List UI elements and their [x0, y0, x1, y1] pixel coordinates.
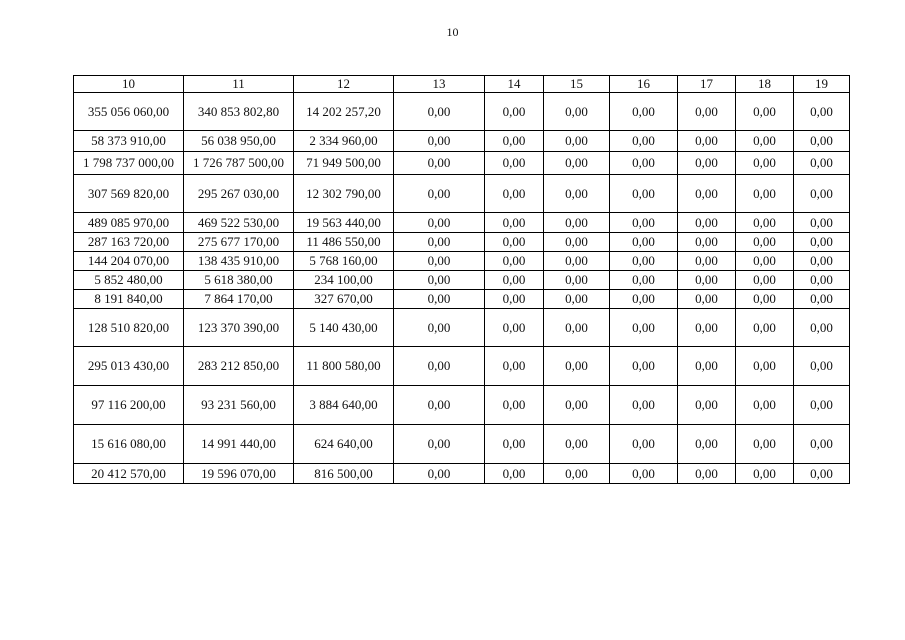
- table-cell: 0,00: [678, 175, 736, 213]
- table-cell: 0,00: [794, 347, 850, 386]
- table-cell: 287 163 720,00: [74, 233, 184, 252]
- column-header: 16: [610, 76, 678, 93]
- table-cell: 11 800 580,00: [294, 347, 394, 386]
- table-cell: 327 670,00: [294, 290, 394, 309]
- table-cell: 93 231 560,00: [184, 386, 294, 425]
- table-cell: 0,00: [610, 213, 678, 233]
- table-row: [74, 93, 850, 131]
- table-cell: 0,00: [544, 213, 610, 233]
- table-cell: 71 949 500,00: [294, 152, 394, 175]
- table-cell: 5 618 380,00: [184, 271, 294, 290]
- table-row: [74, 425, 850, 464]
- table-cell: 1 726 787 500,00: [184, 152, 294, 175]
- page-number: 10: [446, 25, 459, 39]
- table-cell: 0,00: [736, 386, 794, 425]
- table-cell: 0,00: [736, 233, 794, 252]
- table-cell: 0,00: [485, 252, 544, 271]
- table-cell: 0,00: [485, 290, 544, 309]
- table-cell: 8 191 840,00: [74, 290, 184, 309]
- table-cell: 56 038 950,00: [184, 131, 294, 152]
- table-cell: 0,00: [794, 213, 850, 233]
- column-header: 11: [184, 76, 294, 93]
- data-table: [73, 75, 850, 484]
- table-cell: 0,00: [394, 175, 485, 213]
- table-row: [74, 290, 850, 309]
- table-row: [74, 213, 850, 233]
- table-cell: 0,00: [736, 252, 794, 271]
- table-cell: 0,00: [678, 425, 736, 464]
- table-cell: 0,00: [794, 175, 850, 213]
- table-cell: 283 212 850,00: [184, 347, 294, 386]
- table-cell: 0,00: [678, 152, 736, 175]
- table-cell: 0,00: [610, 347, 678, 386]
- table-cell: 469 522 530,00: [184, 213, 294, 233]
- table-cell: 0,00: [610, 290, 678, 309]
- table-cell: 0,00: [485, 347, 544, 386]
- table-cell: 0,00: [485, 131, 544, 152]
- table-cell: 0,00: [394, 425, 485, 464]
- table-cell: 0,00: [610, 93, 678, 131]
- column-header: 13: [394, 76, 485, 93]
- table-cell: 0,00: [394, 386, 485, 425]
- table-cell: 0,00: [394, 131, 485, 152]
- table-cell: 7 864 170,00: [184, 290, 294, 309]
- table-cell: 0,00: [794, 271, 850, 290]
- table-cell: 0,00: [544, 425, 610, 464]
- column-header: 12: [294, 76, 394, 93]
- table-cell: 1 798 737 000,00: [74, 152, 184, 175]
- table-cell: 0,00: [544, 309, 610, 347]
- table-cell: 0,00: [485, 386, 544, 425]
- table-cell: 624 640,00: [294, 425, 394, 464]
- table-cell: 0,00: [394, 213, 485, 233]
- table-cell: 0,00: [678, 290, 736, 309]
- table-cell: 0,00: [610, 233, 678, 252]
- table-cell: 0,00: [544, 175, 610, 213]
- table-cell: 0,00: [678, 131, 736, 152]
- table-cell: 0,00: [736, 175, 794, 213]
- table-cell: 0,00: [485, 425, 544, 464]
- table-cell: 0,00: [394, 252, 485, 271]
- table-cell: 0,00: [610, 175, 678, 213]
- table-row: [74, 131, 850, 152]
- table-cell: 3 884 640,00: [294, 386, 394, 425]
- table-cell: 58 373 910,00: [74, 131, 184, 152]
- table-cell: 0,00: [794, 386, 850, 425]
- table-cell: 0,00: [485, 309, 544, 347]
- table-row: [74, 152, 850, 175]
- table-cell: 0,00: [610, 309, 678, 347]
- table-cell: 0,00: [485, 271, 544, 290]
- table-cell: 14 991 440,00: [184, 425, 294, 464]
- table-cell: 0,00: [678, 233, 736, 252]
- table-cell: 0,00: [794, 464, 850, 484]
- table-cell: 0,00: [544, 271, 610, 290]
- table-cell: 275 677 170,00: [184, 233, 294, 252]
- table-cell: 0,00: [678, 213, 736, 233]
- table-cell: 0,00: [736, 347, 794, 386]
- table-row: [74, 175, 850, 213]
- table-cell: 0,00: [736, 464, 794, 484]
- table-cell: 0,00: [610, 131, 678, 152]
- table-cell: 0,00: [678, 386, 736, 425]
- table-cell: 0,00: [678, 271, 736, 290]
- table-cell: 0,00: [394, 152, 485, 175]
- table-cell: 0,00: [610, 152, 678, 175]
- table-cell: 0,00: [736, 290, 794, 309]
- table-body: [74, 93, 850, 484]
- table-row: [74, 347, 850, 386]
- table-cell: 0,00: [610, 464, 678, 484]
- table-cell: 0,00: [678, 309, 736, 347]
- table-cell: 355 056 060,00: [74, 93, 184, 131]
- table-cell: 0,00: [678, 464, 736, 484]
- table-cell: 15 616 080,00: [74, 425, 184, 464]
- table-cell: 20 412 570,00: [74, 464, 184, 484]
- table-cell: 0,00: [794, 290, 850, 309]
- table-row: [74, 464, 850, 484]
- table-cell: 307 569 820,00: [74, 175, 184, 213]
- table-cell: 0,00: [794, 309, 850, 347]
- table-cell: 0,00: [736, 309, 794, 347]
- table-cell: 12 302 790,00: [294, 175, 394, 213]
- table-cell: 97 116 200,00: [74, 386, 184, 425]
- table-cell: 0,00: [544, 233, 610, 252]
- column-header: 18: [736, 76, 794, 93]
- column-header: 10: [74, 76, 184, 93]
- table-cell: 0,00: [678, 93, 736, 131]
- table-cell: 0,00: [394, 290, 485, 309]
- table-cell: 489 085 970,00: [74, 213, 184, 233]
- table-cell: 0,00: [610, 386, 678, 425]
- table-cell: 0,00: [485, 93, 544, 131]
- table-cell: 0,00: [544, 464, 610, 484]
- column-header: 14: [485, 76, 544, 93]
- table-cell: 0,00: [394, 464, 485, 484]
- table-cell: 138 435 910,00: [184, 252, 294, 271]
- table-cell: 5 852 480,00: [74, 271, 184, 290]
- table-cell: 0,00: [678, 252, 736, 271]
- table-cell: 0,00: [794, 152, 850, 175]
- table-cell: 0,00: [736, 93, 794, 131]
- table-cell: 0,00: [394, 93, 485, 131]
- table-cell: 0,00: [485, 233, 544, 252]
- table-cell: 816 500,00: [294, 464, 394, 484]
- table-cell: 0,00: [794, 252, 850, 271]
- column-header: 19: [794, 76, 850, 93]
- table-row: [74, 386, 850, 425]
- table-cell: 0,00: [544, 347, 610, 386]
- table-cell: 0,00: [544, 386, 610, 425]
- table-cell: 295 267 030,00: [184, 175, 294, 213]
- table-cell: 11 486 550,00: [294, 233, 394, 252]
- table-cell: 0,00: [794, 131, 850, 152]
- table-row: [74, 309, 850, 347]
- table-row: [74, 271, 850, 290]
- table-cell: 0,00: [394, 271, 485, 290]
- table-cell: 0,00: [610, 252, 678, 271]
- table-cell: 128 510 820,00: [74, 309, 184, 347]
- table-cell: 0,00: [544, 93, 610, 131]
- table-cell: 0,00: [736, 152, 794, 175]
- table-cell: 5 768 160,00: [294, 252, 394, 271]
- table-row: [74, 233, 850, 252]
- table-cell: 14 202 257,20: [294, 93, 394, 131]
- table-cell: 5 140 430,00: [294, 309, 394, 347]
- table-cell: 0,00: [485, 464, 544, 484]
- table-cell: 0,00: [736, 131, 794, 152]
- table-cell: 0,00: [485, 175, 544, 213]
- table-row: [74, 252, 850, 271]
- table-cell: 19 563 440,00: [294, 213, 394, 233]
- table-cell: 0,00: [736, 213, 794, 233]
- table-cell: 0,00: [544, 252, 610, 271]
- column-header: 15: [544, 76, 610, 93]
- table-cell: 0,00: [736, 271, 794, 290]
- table-cell: 0,00: [394, 233, 485, 252]
- table-cell: 0,00: [544, 152, 610, 175]
- table-cell: 2 334 960,00: [294, 131, 394, 152]
- table-cell: 123 370 390,00: [184, 309, 294, 347]
- table-cell: 0,00: [794, 425, 850, 464]
- table-cell: 0,00: [544, 290, 610, 309]
- table-cell: 295 013 430,00: [74, 347, 184, 386]
- table-cell: 0,00: [678, 347, 736, 386]
- table-cell: 0,00: [394, 309, 485, 347]
- table-cell: 0,00: [610, 425, 678, 464]
- table-cell: 340 853 802,80: [184, 93, 294, 131]
- column-header: 17: [678, 76, 736, 93]
- table-cell: 19 596 070,00: [184, 464, 294, 484]
- table-cell: 0,00: [394, 347, 485, 386]
- table-cell: 0,00: [485, 213, 544, 233]
- table-cell: 0,00: [794, 233, 850, 252]
- table-cell: 0,00: [736, 425, 794, 464]
- table-cell: 144 204 070,00: [74, 252, 184, 271]
- table-cell: 0,00: [485, 152, 544, 175]
- table-cell: 0,00: [610, 271, 678, 290]
- table-header-row: [74, 76, 850, 93]
- table-cell: 234 100,00: [294, 271, 394, 290]
- table-cell: 0,00: [794, 93, 850, 131]
- table-cell: 0,00: [544, 131, 610, 152]
